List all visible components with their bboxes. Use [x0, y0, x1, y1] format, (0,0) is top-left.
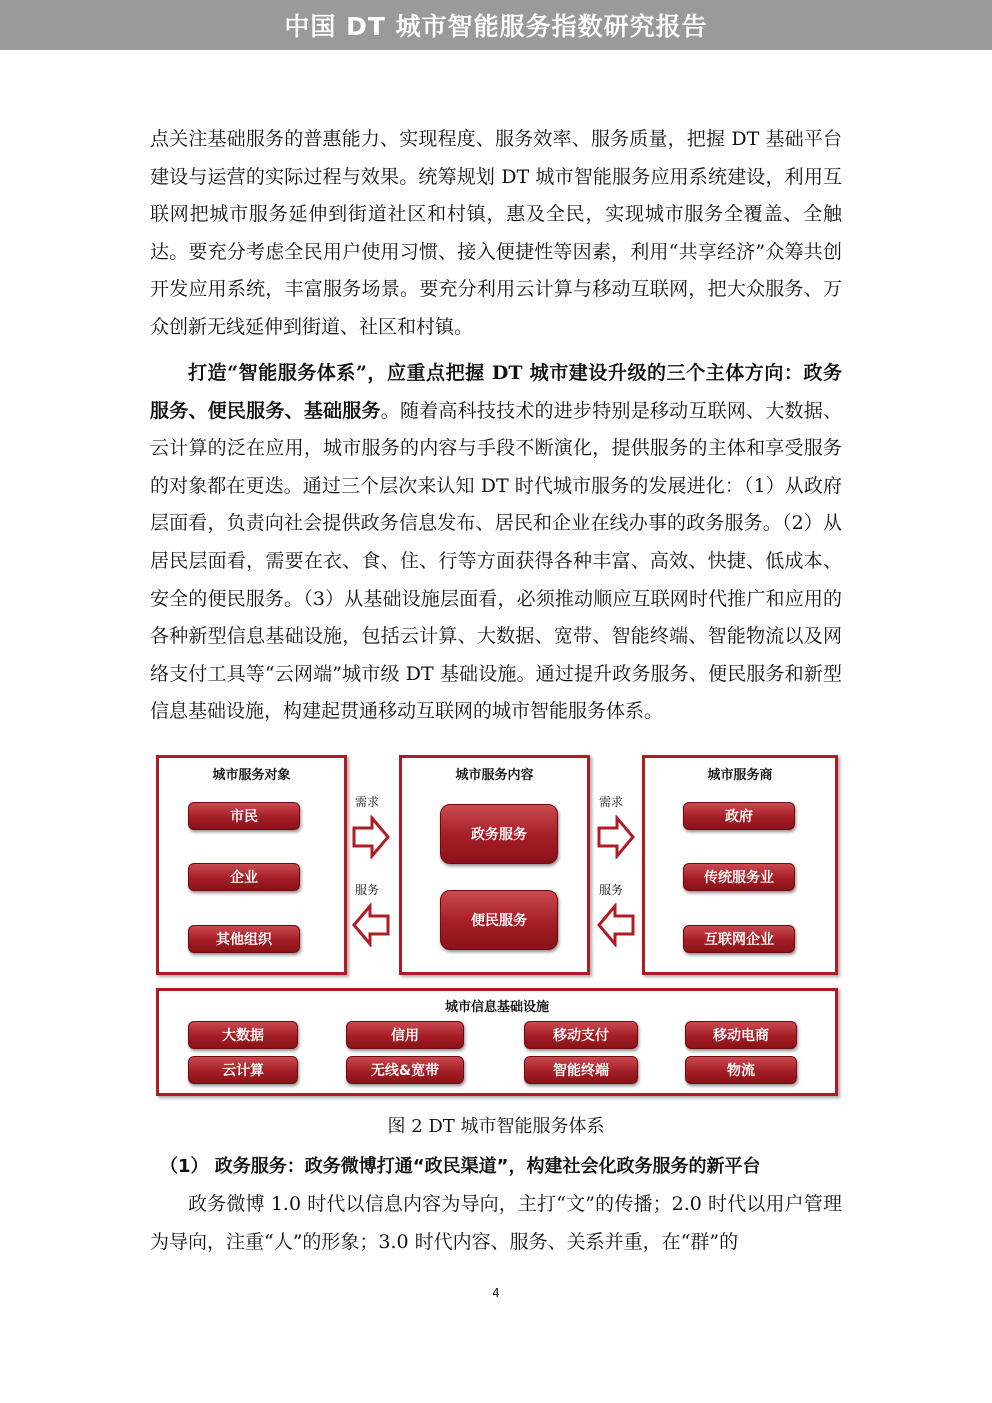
- panel-title: 城市服务内容: [455, 768, 534, 783]
- government-service-pill: 政务服务: [440, 804, 558, 864]
- mobile-ecommerce-pill: 移动电商: [685, 1021, 797, 1049]
- convenience-service-pill: 便民服务: [440, 890, 558, 950]
- other-org-pill: 其他组织: [188, 925, 300, 953]
- mobile-payment-pill: 移动支付: [524, 1021, 638, 1049]
- wireless-broadband-pill: 无线&宽带: [346, 1056, 464, 1084]
- service-label-left: 服务: [355, 883, 380, 897]
- right-arrow-icon: [597, 815, 635, 859]
- smart-service-diagram: [156, 755, 838, 1097]
- enterprise-pill: 企业: [188, 863, 300, 891]
- panel-title: 城市服务对象: [212, 768, 291, 783]
- left-arrow-icon: [597, 903, 635, 947]
- service-content-panel: [399, 755, 590, 975]
- section-heading: （1） 政务服务：政务微博打通“政民渠道”，构建社会化政务服务的新平台: [160, 1156, 761, 1177]
- paragraph-2: [150, 355, 842, 731]
- left-arrow-icon: [352, 903, 390, 947]
- paragraph-3: 政务微博 1.0 时代以信息内容为导向，主打“文”的传播；2.0 时代以用户管理为导向，注重“人”的形象；3.0 时代内容、服务、关系并重，在“群”的: [150, 1193, 842, 1253]
- figure-caption: 图 2 DT 城市智能服务体系: [387, 1116, 605, 1137]
- header-title: 中国 DT 城市智能服务指数研究报告: [284, 12, 708, 41]
- traditional-service-pill: 传统服务业: [683, 863, 795, 891]
- panel-title: 城市信息基础设施: [444, 1000, 549, 1015]
- service-label-right: 服务: [599, 883, 624, 897]
- right-arrow-icon: [352, 815, 390, 859]
- panel-title: 城市服务商: [707, 768, 773, 783]
- service-providers-panel: [642, 755, 838, 975]
- service-objects-panel: [156, 755, 347, 975]
- demand-label-left: 需求: [355, 795, 380, 809]
- citizen-pill: 市民: [188, 802, 300, 830]
- cloud-computing-pill: 云计算: [188, 1056, 298, 1084]
- internet-enterprise-pill: 互联网企业: [683, 925, 795, 953]
- government-pill: 政府: [683, 802, 795, 830]
- credit-pill: 信用: [346, 1021, 464, 1049]
- page-header: [0, 0, 992, 50]
- paragraph-2-bold-lead: 打造“智能服务体系”，应重点把握 DT 城市建设升级的三个主体方向：政务服务、便民服务、基础服务: [150, 362, 842, 422]
- page-number: 4: [492, 1286, 500, 1300]
- infrastructure-panel: [156, 988, 838, 1096]
- demand-label-right: 需求: [599, 795, 624, 809]
- smart-terminal-pill: 智能终端: [524, 1056, 638, 1084]
- big-data-pill: 大数据: [188, 1021, 298, 1049]
- paragraph-1: 点关注基础服务的普惠能力、实现程度、服务效率、服务质量，把握 DT 基础平台建设与运营的实际过程与效果。统筹规划 DT 城市智能服务应用系统建设，利用互联网把城市服务延伸到街道社区和村镇，惠及全民，实现城市服务全覆盖、全触达。要充分考虑全民用户使用习惯、接入便捷性等因素，利用“共享经济”众筹共创开发应用系统，丰富服务场景。要充分利用云计算与移动互联网，把大众服务、万众创新无线延伸到街道、社区和村镇。: [150, 128, 842, 338]
- logistics-pill: 物流: [685, 1056, 797, 1084]
- paragraph-2-rest: 。随着高科技技术的进步特别是移动互联网、大数据、云计算的泛在应用，城市服务的内容与手段不断演化，提供服务的主体和享受服务的对象都在更迭。通过三个层次来认知 DT 时代城市服务的发展进化：（1）从政府层面看，负责向社会提供政务信息发布、居民和企业在线办事的政务服务。（2）从居民层面看，需要在衣、食、住、行等方面获得各种丰富、高效、快捷、低成本、安全的便民服务。（3）从基础设施层面看，必须推动顺应互联网时代推广和应用的各种新型信息基础设施，包括云计算、大数据、宽带、智能终端、智能物流以及网络支付工具等“云网端”城市级 DT 基础设施。通过提升政务服务、便民服务和新型信息基础设施，构建起贯通移动互联网的城市智能服务体系。: [150, 399, 842, 723]
